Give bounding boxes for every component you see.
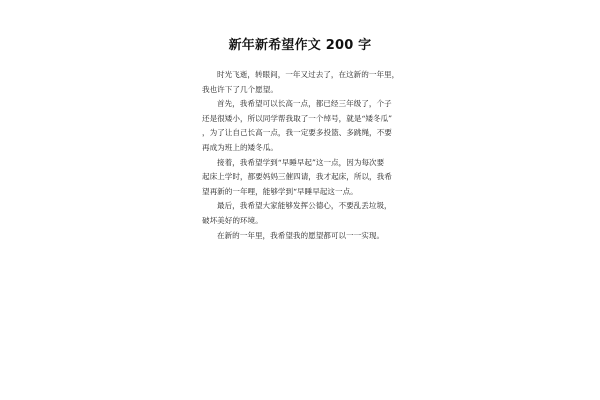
essay-line: 在新的一年里，我希望我的愿望都可以一一实现。 — [217, 230, 385, 240]
essay-line: 起床上学时，都要妈妈三催四请，我才起床，所以，我希 — [202, 172, 392, 182]
essay-line: 我也许下了几个愿望。 — [202, 84, 278, 94]
essay-line: 望再新的一年哩，能够学到“早睡早起这一点。 — [202, 186, 358, 196]
essay-line: 再成为班上的矮冬瓜。 — [202, 142, 278, 152]
essay-line: 还是很矮小，所以同学帮我取了一个绰号，就是“矮冬瓜” — [202, 113, 393, 123]
essay-line: 首先，我希望可以长高一点，都已经三年级了，个子 — [217, 99, 392, 109]
essay-line: 破坏美好的环境。 — [202, 215, 263, 225]
essay-line: 时光飞逝，转眼间，一年又过去了，在这新的一年里， — [217, 70, 400, 79]
essay-line: 接着，我希望学到“早睡早起”这一点，因为每次要 — [217, 157, 385, 167]
essay-line: ，为了让自己长高一点，我一定要多投篮、多跳绳，不要 — [202, 128, 392, 138]
essay-line: 最后，我希望大家能够发挥公德心，不要乱丢垃圾， — [217, 201, 392, 211]
document-title: 新年新希望作文 200 字 — [228, 38, 372, 53]
document-body — [202, 68, 407, 243]
